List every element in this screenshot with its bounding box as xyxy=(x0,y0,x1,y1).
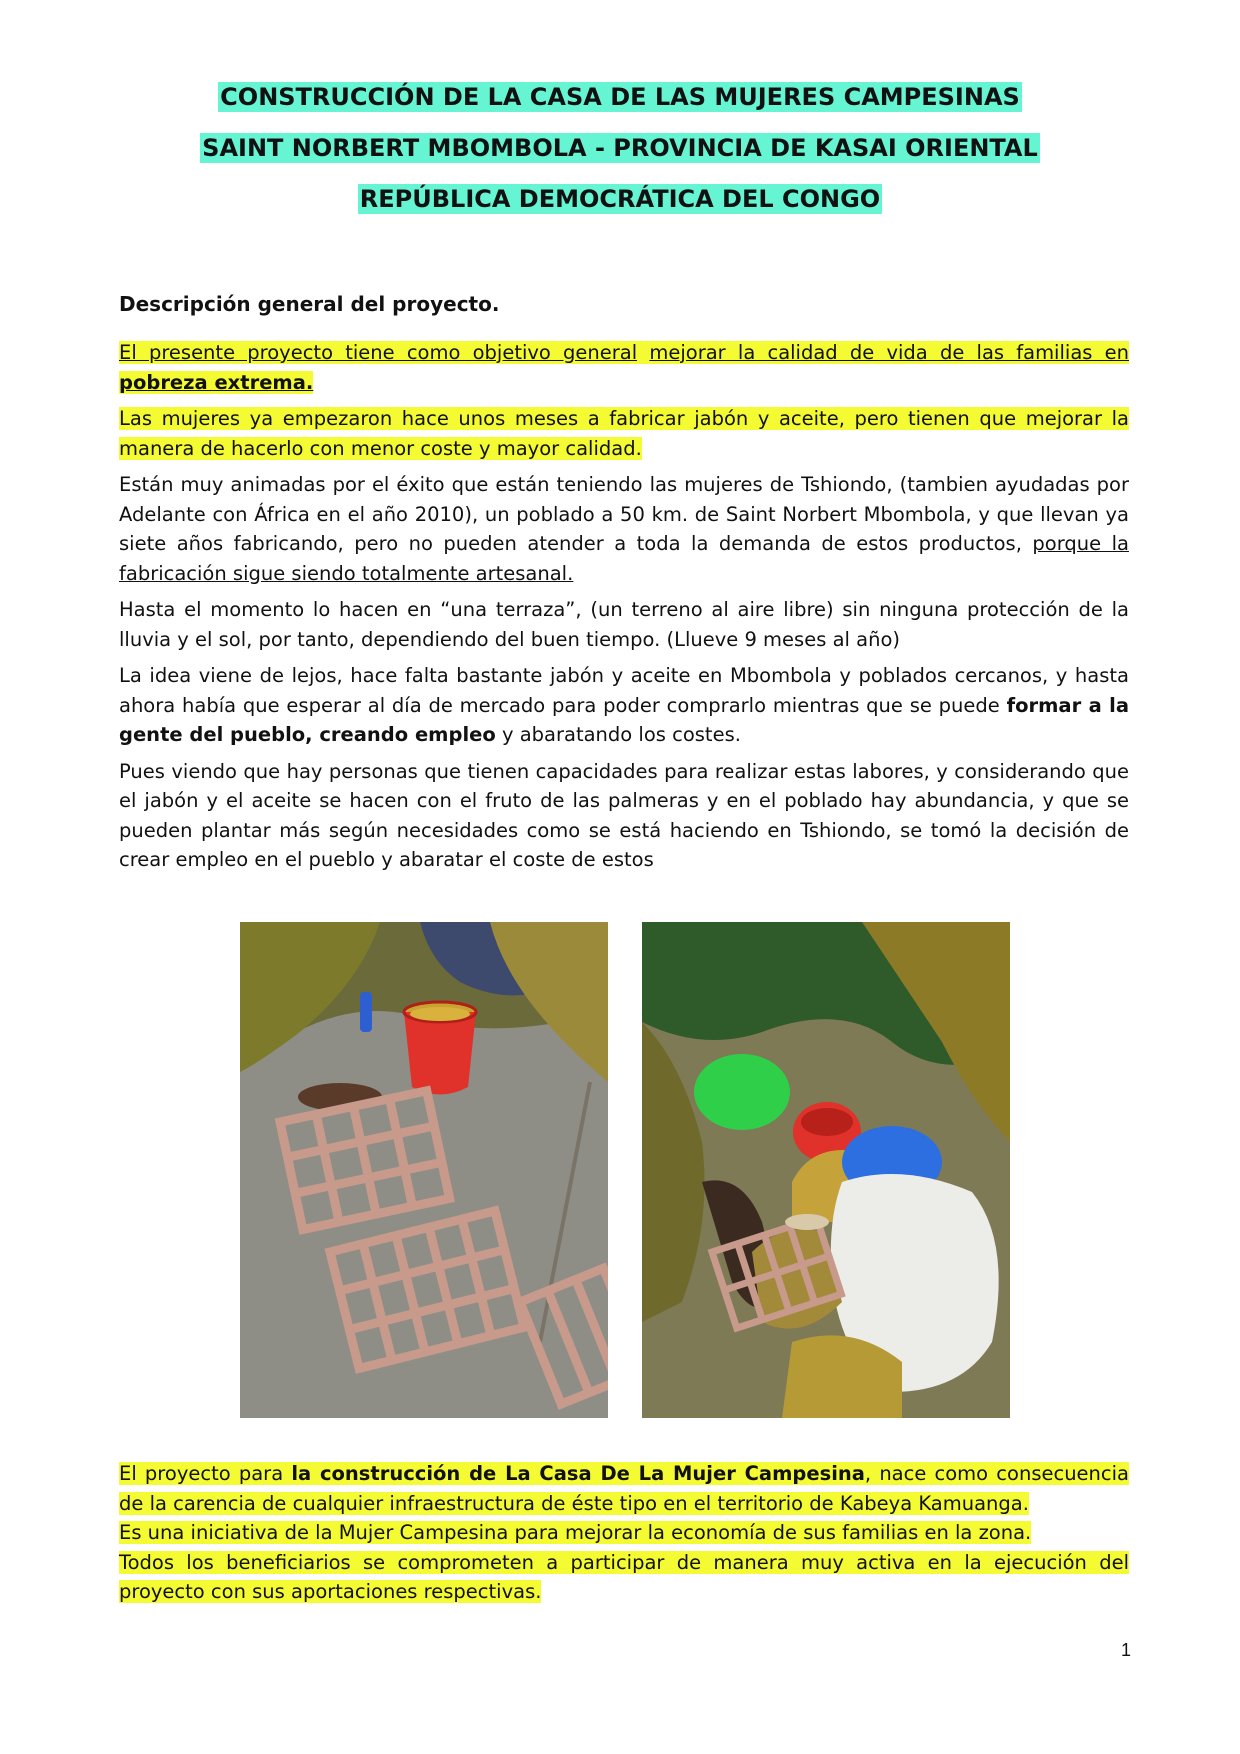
paragraph-construction: El proyecto para la construcción de La Casa De La Mujer Campesina, nace como consecuencia de la carencia de cualquier infraestructura de éste tipo en el territorio de Kabeya Kamuanga. xyxy=(119,1462,1129,1515)
paragraph-objective: El presente proyecto tiene como objetivo general mejorar la calidad de vida de las familias en pobreza extrema. xyxy=(119,341,1129,394)
document-title xyxy=(0,82,1240,235)
photo-soap-molds xyxy=(240,922,608,1418)
women-working-illustration xyxy=(642,922,1010,1418)
paragraph-beneficiaries: Todos los beneficiarios se comprometen a participar de manera muy activa en la ejecución del proyecto con sus aportaciones respectivas. xyxy=(119,1550,1129,1603)
title-line-2: SAINT NORBERT MBOMBOLA - PROVINCIA DE KASAI ORIENTAL xyxy=(202,134,1038,162)
project-description xyxy=(119,338,1129,882)
photo-women-working xyxy=(642,922,1010,1418)
paragraph-idea: La idea viene de lejos, hace falta bastante jabón y aceite en Mbombola y poblados cercanos, y hasta ahora había que esperar al día de mercado para poder comprarlo mientras que se puede formar a la gente del pueblo, creando empleo y abaratando los costes. xyxy=(119,664,1129,746)
paragraph-decision: Pues viendo que hay personas que tienen capacidades para realizar estas labores, y considerando que el jabón y el aceite se hacen con el fruto de las palmeras y en el poblado hay abundancia, y que se pueden plantar más según necesidades como se está haciendo en Tshiondo, se tomó la decisión de crear empleo en el pueblo y abaratar el coste de estos xyxy=(119,759,1129,871)
paragraph-initiative: Es una iniciativa de la Mujer Campesina para mejorar la economía de sus familias en la zona. xyxy=(119,1521,1032,1544)
project-origin xyxy=(119,1459,1129,1607)
paragraph-tshiondo: Están muy animadas por el éxito que están teniendo las mujeres de Tshiondo, (tambien ayudadas por Adelante con África en el año 2010), un poblado a 50 km. de Saint Norbert Mbombola, y que llevan ya siete años fabricando, pero no pueden atender a toda la demanda de estos productos, porque la fabricación sigue siendo totalmente artesanal. xyxy=(119,473,1129,585)
paragraph-soap-oil: Las mujeres ya empezaron hace unos meses a fabricar jabón y aceite, pero tienen que mejorar la manera de hacerlo con menor coste y mayor calidad. xyxy=(119,407,1129,460)
title-line-1: CONSTRUCCIÓN DE LA CASA DE LAS MUJERES CAMPESINAS xyxy=(220,83,1020,111)
paragraph-terrace: Hasta el momento lo hacen en “una terraza”, (un terreno al aire libre) sin ninguna protección de la lluvia y el sol, por tanto, dependiendo del buen tiempo. (Llueve 9 meses al año) xyxy=(119,598,1129,651)
photo-row xyxy=(240,922,1010,1418)
soap-molds-illustration xyxy=(240,922,608,1418)
title-line-3: REPÚBLICA DEMOCRÁTICA DEL CONGO xyxy=(359,185,881,213)
page-number: 1 xyxy=(1120,1640,1131,1660)
section-heading: Descripción general del proyecto. xyxy=(119,292,500,316)
